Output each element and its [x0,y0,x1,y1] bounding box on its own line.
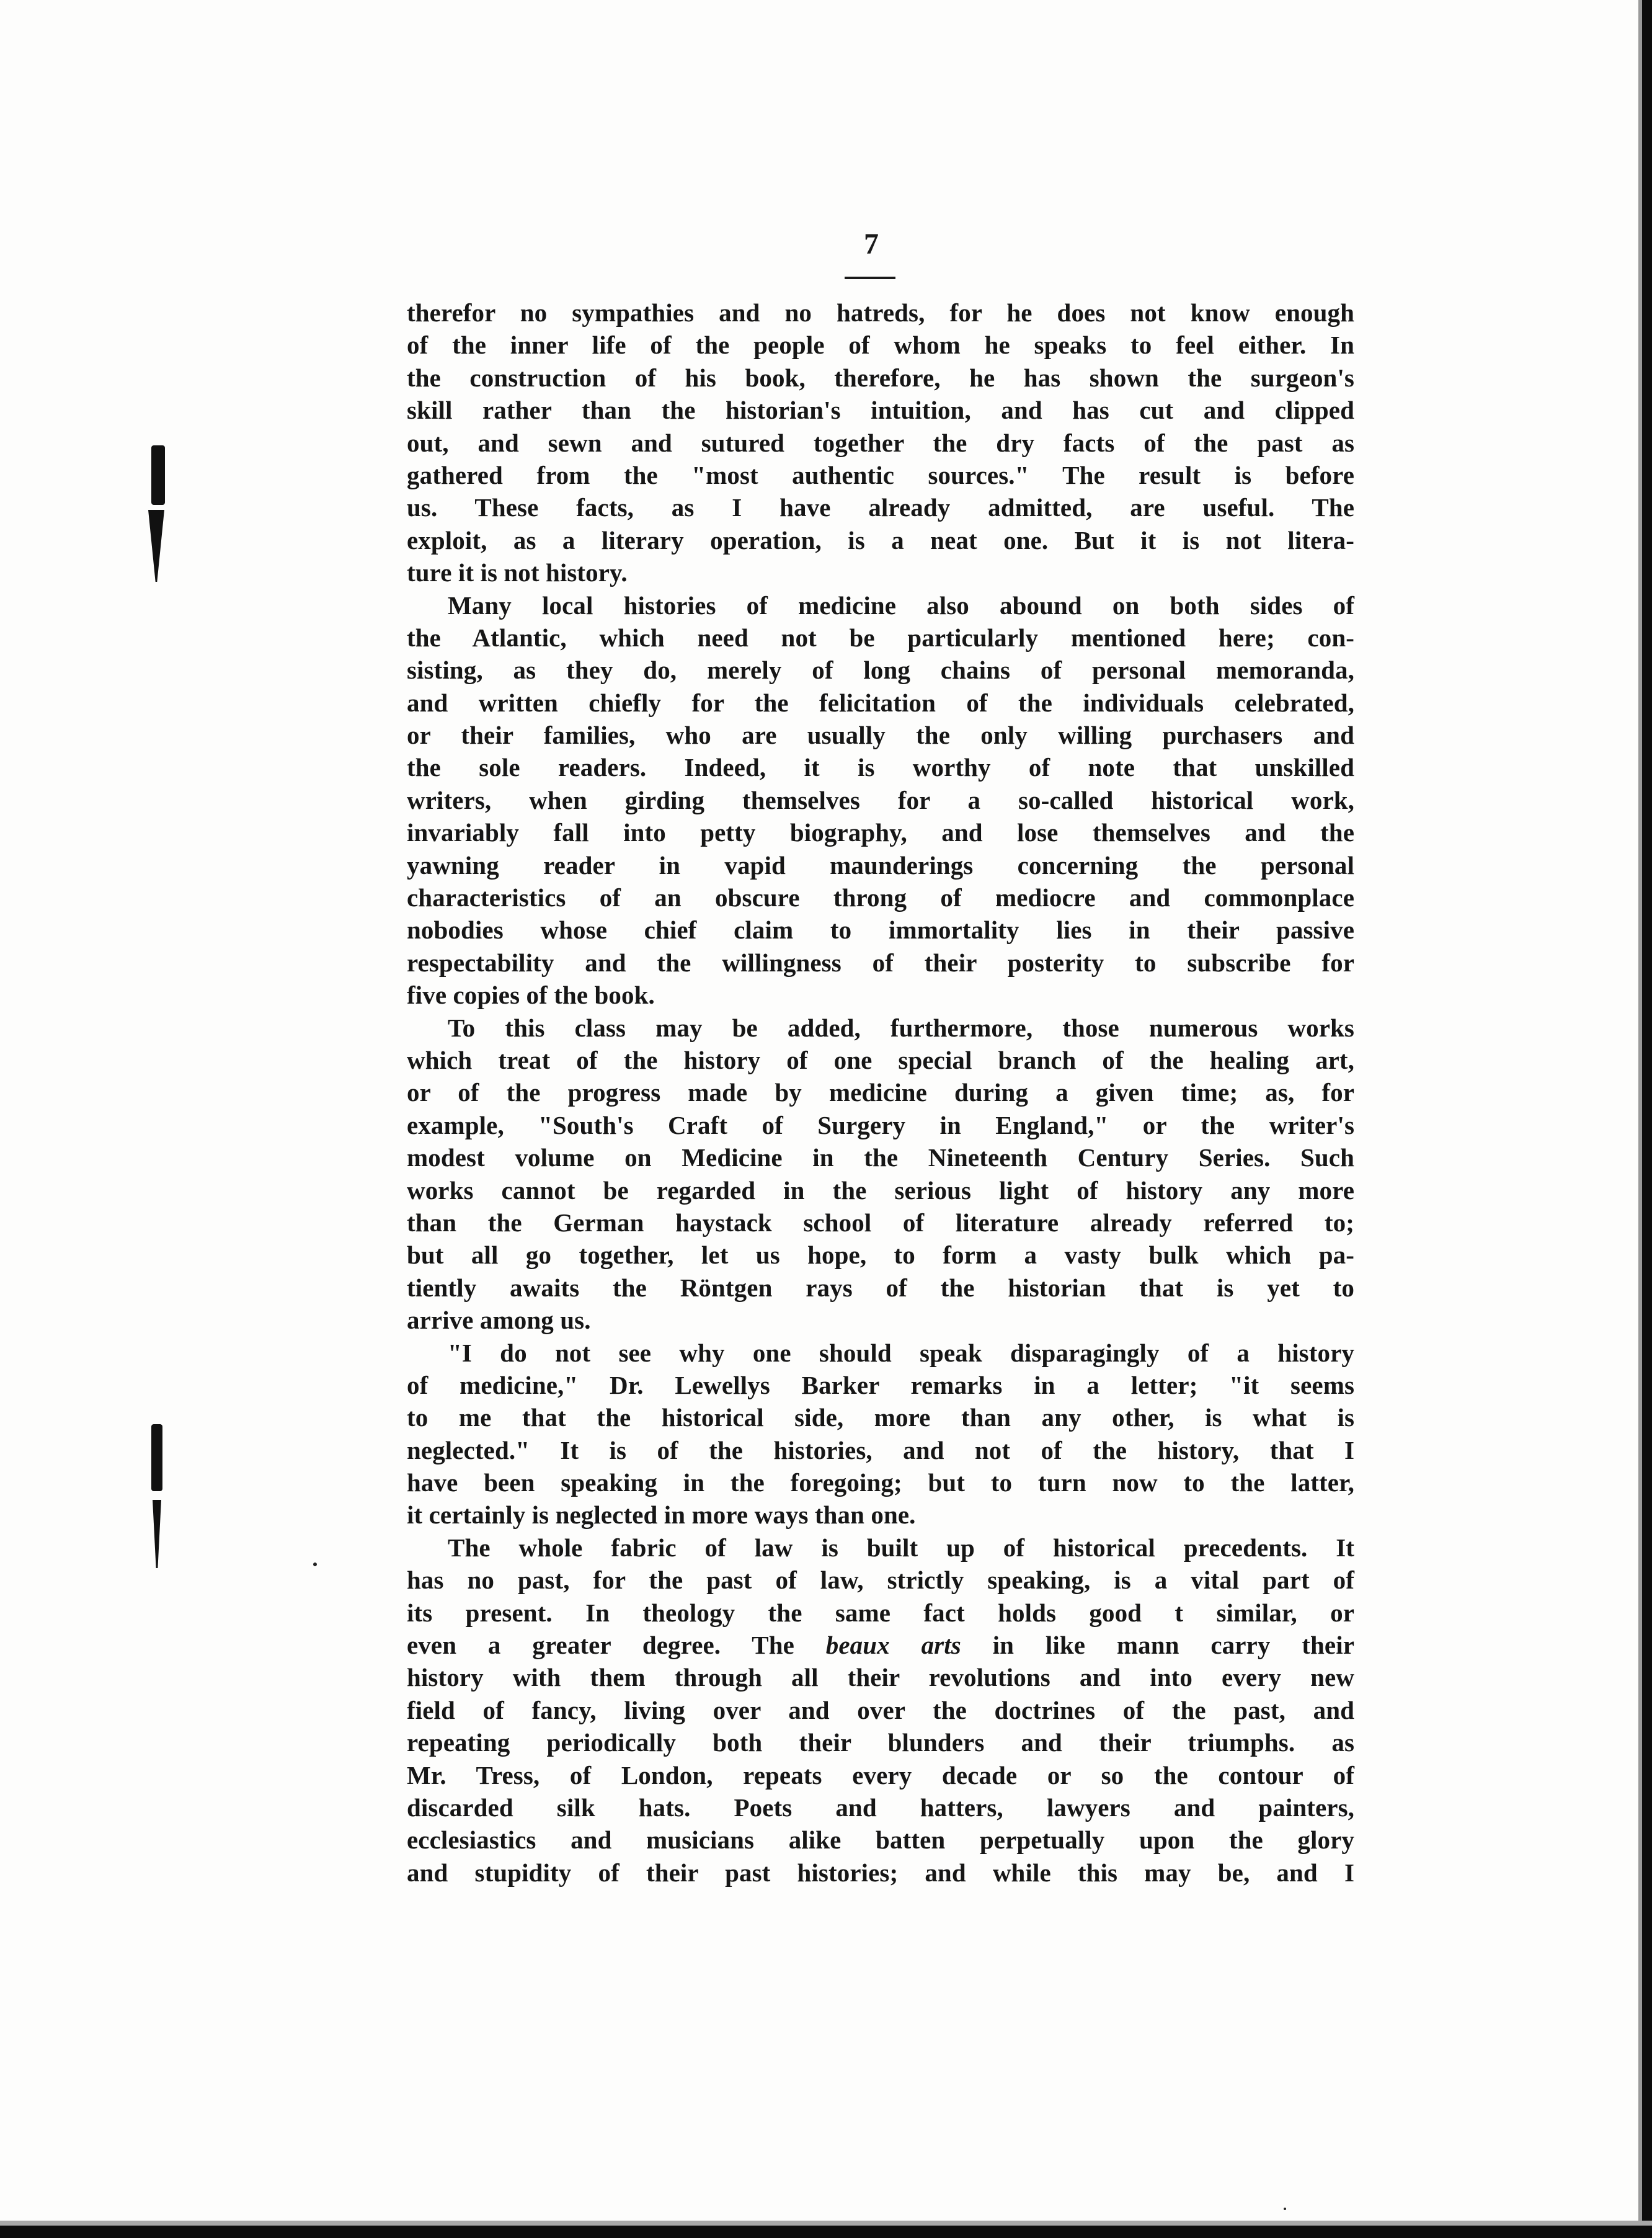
text-line: nobodies whose chief claim to immortality lies in their passive [407,916,1354,945]
text-line: to me that the historical side, more than any other, is what is [407,1403,1354,1432]
text-line: field of fancy, living over and over the doctrines of the past, and [407,1695,1354,1724]
text-line: even a greater degree. The beaux arts in like mann carry their [407,1631,1355,1660]
text-line: but all go together, let us hope, to form a vasty bulk which pa- [407,1241,1354,1270]
binding-hole-mark [148,510,164,582]
text-line: yawning reader in vapid maunderings concerning the personal [407,850,1354,880]
text-line: The whole fabric of law is built up of historical precedents. It [448,1533,1354,1562]
text-line: history with them through all their revolutions and into every new [407,1663,1354,1692]
text-line: writers, when girding themselves for a so-called historical work, [407,785,1354,814]
text-line: works cannot be regarded in the serious light of history any more [407,1175,1354,1205]
text-line: Mr. Tress, of London, repeats every decade or so the contour of [407,1760,1354,1790]
text-line: the construction of his book, therefore, he has shown the surgeon's [407,363,1354,392]
paragraph [407,1337,1354,1531]
text-line: repeating periodically both their blunders and their triumphs. as [407,1728,1354,1757]
text-line: out, and sewn and sutured together the dry facts of the past as [407,428,1354,457]
text-line: To this class may be added, furthermore, those numerous works [448,1013,1354,1042]
text-line: which treat of the history of one special branch of the healing art, [407,1045,1354,1074]
paragraph [407,1531,1354,1889]
text-line: skill rather than the historian's intuition, and has cut and clipped [407,396,1354,425]
scan-speck [313,1563,317,1566]
text-line: discarded silk hats. Poets and hatters, lawyers and painters, [407,1793,1354,1822]
text-line: ecclesiastics and musicians alike batten perpetually upon the glory [407,1826,1354,1855]
text-line: the Atlantic, which need not be particularly mentioned here; con- [407,623,1354,652]
binding-hole-mark [153,1500,161,1568]
page-number-rule [845,277,895,279]
text-line: arrive among us. [407,1306,591,1335]
text-line: gathered from the "most authentic sources." The result is before [407,460,1354,489]
text-line: than the German haystack school of literature already referred to; [407,1208,1354,1237]
paragraph [407,1012,1354,1337]
binding-hole-mark [151,1424,162,1491]
page-number: 7 [864,228,879,261]
text-line: exploit, as a literary operation, is a neat one. But it is not litera- [407,525,1354,555]
scan-edge-right [1642,0,1652,2238]
text-line: us. These facts, as I have already admitted, are useful. The [407,493,1354,522]
text-line: "I do not see why one should speak disparagingly of a history [448,1338,1354,1367]
text-line: tiently awaits the Röntgen rays of the historian that is yet to [407,1273,1354,1302]
text-line: therefor no sympathies and no hatreds, for he does not know enough [407,298,1354,327]
text-line: Many local histories of medicine also abound on both sides of [448,591,1354,620]
text-line: characteristics of an obscure throng of mediocre and commonplace [407,883,1354,912]
scan-edge-bottom [0,2226,1652,2238]
scan-edge-shadow-bottom [0,2221,1652,2226]
text-line: and stupidity of their past histories; and while this may be, and I [407,1858,1354,1887]
text-line: ture it is not history. [407,558,628,587]
text-line: the sole readers. Indeed, it is worthy of note that unskilled [407,753,1354,782]
text-line: it certainly is neglected in more ways than one. [407,1500,916,1530]
text-line: sisting, as they do, merely of long chains of personal memoranda, [407,656,1354,685]
body-text [407,296,1354,1889]
text-line: of the inner life of the people of whom he speaks to feel either. In [407,331,1354,360]
paragraph [407,296,1354,589]
text-line: five copies of the book. [407,981,655,1010]
text-line: or their families, who are usually the only willing purchasers and [407,721,1354,750]
text-line: modest volume on Medicine in the Nineteenth Century Series. Such [407,1143,1354,1172]
scan-speck [1284,2208,1286,2210]
text-line: have been speaking in the foregoing; but to turn now to the latter, [407,1468,1354,1497]
text-line: or of the progress made by medicine during a given time; as, for [407,1078,1354,1107]
binding-hole-mark [151,445,165,505]
text-line: invariably fall into petty biography, and lose themselves and the [407,818,1354,847]
text-line: and written chiefly for the felicitation of the individuals celebrated, [407,688,1354,717]
paragraph [407,589,1354,1012]
text-line: its present. In theology the same fact holds good t similar, or [407,1598,1354,1627]
text-line: respectability and the willingness of their posterity to subscribe for [407,948,1354,977]
text-line: neglected." It is of the histories, and not of the history, that I [407,1435,1354,1465]
text-line: example, "South's Craft of Surgery in England," or the writer's [407,1110,1354,1139]
text-line: has no past, for the past of law, strictly speaking, is a vital part of [407,1566,1354,1595]
text-line: of medicine," Dr. Lewellys Barker remarks in a letter; "it seems [407,1370,1354,1399]
